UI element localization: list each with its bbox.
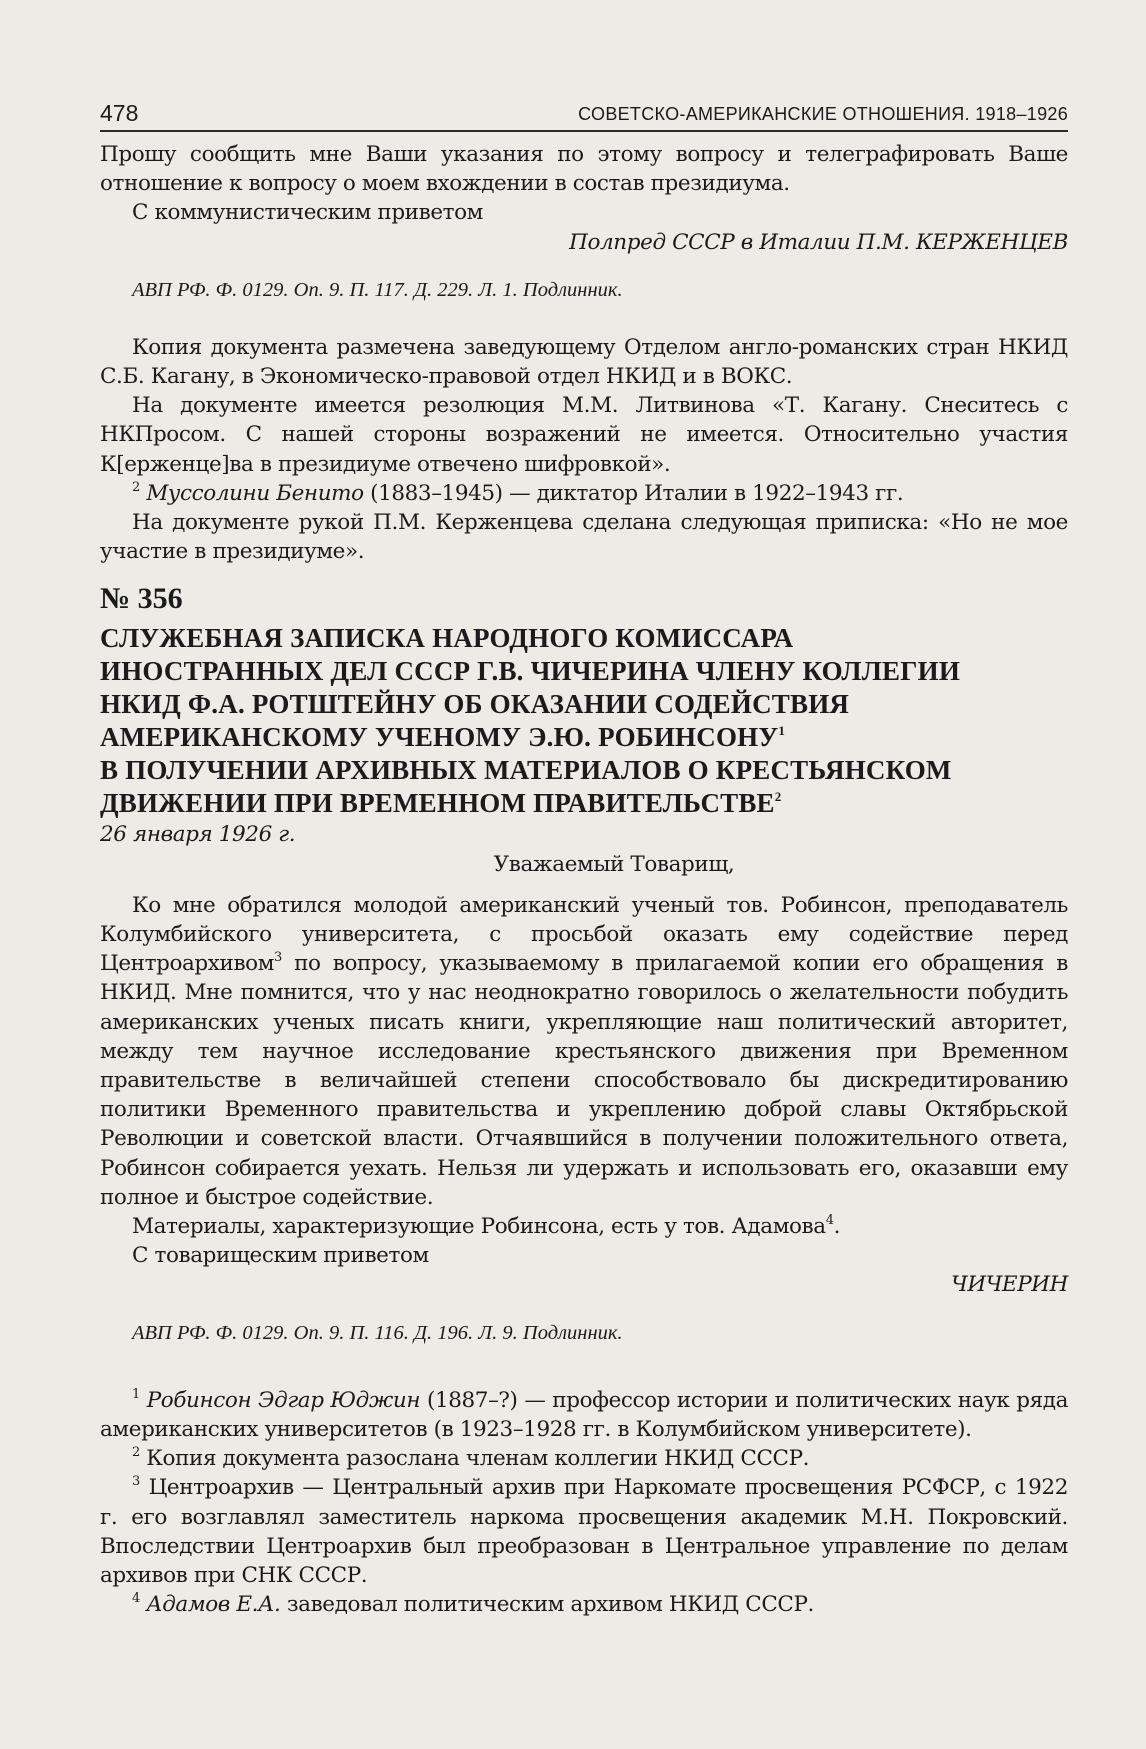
prev-doc-note-1: Копия документа размечена заведующему Отделом англо-романских стран НКИД С.Б. Кагану, в Экономическо-правовой отдел НКИД и в ВОКС.	[100, 334, 1068, 390]
footnote-text: Копия документа разослана членам коллегии НКИД СССР.	[139, 1446, 810, 1472]
page-number: 478	[100, 100, 139, 126]
footnote-4	[100, 1590, 1068, 1619]
materials-text: Материалы, характеризующие Робинсона, есть у тов. Адамова	[132, 1214, 826, 1240]
footnote-person-name: Робинсон Эдгар Юджин	[146, 1387, 421, 1413]
footnote-marker: 1	[778, 723, 786, 739]
document-title-line	[100, 721, 1068, 754]
footnote-marker: 2	[132, 1444, 140, 1460]
document-title-line: НКИД Ф.А. РОТШТЕЙНУ ОБ ОКАЗАНИИ СОДЕЙСТВИЯ	[100, 689, 850, 720]
main-paragraph-part-b: по вопросу, указываемому в прилагаемой копии его обращения в НКИД. Мне помнится, что у нас неоднократно говорилось о желательности побудить американских ученых писать книги, укрепляющие наш политический авторитет, между тем научное исследование крестьянского движения при Временном правительстве в величайшей степени способствовало бы дискредитированию политики Временного правительства и укреплению доброй славы Октябрьской Революции и советской власти. Отчаявшийся в получении положительного ответа, Робинсон собирается уехать. Нельзя ли удержать и использовать его, оказавши ему полное и быстрое содействие.	[100, 951, 1068, 1210]
prev-doc-signature: Полпред СССР в Италии П.М. КЕРЖЕНЦЕВ	[569, 229, 1068, 255]
footnote-marker: 2	[132, 479, 140, 495]
prev-doc-note-2: На документе имеется резолюция М.М. Литвинова «Т. Кагану. Снеситесь с НКПросом. С нашей стороны возражений не имеется. Относительно участия К[ерженце]ва в президиуме отвечено шифровкой».	[100, 393, 1068, 477]
materials-period: .	[833, 1214, 840, 1240]
footnotes	[100, 1386, 1068, 1620]
document-title-line: В ПОЛУЧЕНИИ АРХИВНЫХ МАТЕРИАЛОВ О КРЕСТЬЯНСКОМ	[100, 755, 952, 786]
closing: С товарищеским приветом	[132, 1243, 429, 1269]
main-paragraph	[100, 891, 1068, 1212]
document-title-line: СЛУЖЕБНАЯ ЗАПИСКА НАРОДНОГО КОМИССАРА	[100, 623, 794, 654]
document-title-text: АМЕРИКАНСКОМУ УЧЕНОМУ Э.Ю. РОБИНСОНУ	[100, 722, 779, 753]
archive-source: АВП РФ. Ф. 0129. Оп. 9. П. 116. Д. 196. Л. 9. Подлинник.	[132, 1322, 623, 1345]
footnote-marker: 1	[132, 1386, 140, 1402]
footnote-marker: 3	[274, 950, 282, 966]
signature: ЧИЧЕРИН	[951, 1272, 1068, 1298]
document-title	[100, 622, 1068, 820]
prev-doc-source: АВП РФ. Ф. 0129. Оп. 9. П. 117. Д. 229. Л. 1. Подлинник.	[132, 279, 623, 302]
footnote-text: (1887–?) — профессор истории и политических наук ряда американских университетов (в 1923–1928 гг. в Колумбийском университете).	[100, 1387, 1068, 1442]
footnote-person-name: Муссолини Бенито	[146, 480, 364, 506]
page-header	[100, 96, 1068, 132]
prev-doc-closing: С коммунистическим приветом	[132, 200, 484, 226]
document-title-line	[100, 787, 1068, 820]
materials-paragraph	[100, 1212, 1068, 1241]
footnote-1	[100, 1386, 1068, 1444]
footnote-marker: 4	[825, 1212, 834, 1228]
footnote-text: Центроархив — Центральный архив при Наркомате просвещения РСФСР, с 1922 г. его возглавлял заместитель наркома просвещения академик М.Н. Покровский. Впоследствии Центроархив был преобразован в Центральное управление по делам архивов при СНК СССР.	[100, 1475, 1068, 1588]
footnote-text: заведовал политическим архивом НКИД СССР.	[280, 1592, 814, 1618]
page-content	[100, 140, 1068, 1619]
document-title-line: ИНОСТРАННЫХ ДЕЛ СССР Г.В. ЧИЧЕРИНА ЧЛЕНУ КОЛЛЕГИИ	[100, 656, 961, 687]
document-number: № 356	[100, 582, 183, 616]
footnote-2	[100, 1444, 1068, 1473]
prev-doc-footnote-2-extra: На документе рукой П.М. Керженцева сделана следующая приписка: «Но не мое участие в президиуме».	[100, 510, 1068, 565]
footnote-3	[100, 1473, 1068, 1590]
document-title-text: ДВИЖЕНИИ ПРИ ВРЕМЕННОМ ПРАВИТЕЛЬСТВЕ	[100, 788, 775, 819]
footnote-marker: 2	[774, 789, 782, 805]
document-date: 26 января 1926 г.	[100, 822, 296, 848]
footnote-marker: 3	[132, 1474, 140, 1490]
main-paragraph-part-a: Ко мне обратился молодой американский ученый тов. Робинсон, преподаватель Колумбийского университета, с просьбой оказать ему содействие перед Центроархивом	[100, 892, 1068, 977]
salutation: Уважаемый Товарищ,	[493, 851, 735, 877]
footnote-person-name: Адамов Е.А.	[146, 1592, 281, 1618]
prev-doc-footnote-2	[100, 479, 1068, 508]
running-title: СОВЕТСКО-АМЕРИКАНСКИЕ ОТНОШЕНИЯ. 1918–1926	[578, 104, 1068, 124]
prev-doc-request: Прошу сообщить мне Ваши указания по этому вопросу и телеграфировать Ваше отношение к вопросу о моем вхождении в состав президиума.	[100, 142, 1068, 197]
footnote-marker: 4	[132, 1590, 140, 1606]
footnote-text: (1883–1945) — диктатор Италии в 1922–1943 гг.	[363, 480, 904, 506]
